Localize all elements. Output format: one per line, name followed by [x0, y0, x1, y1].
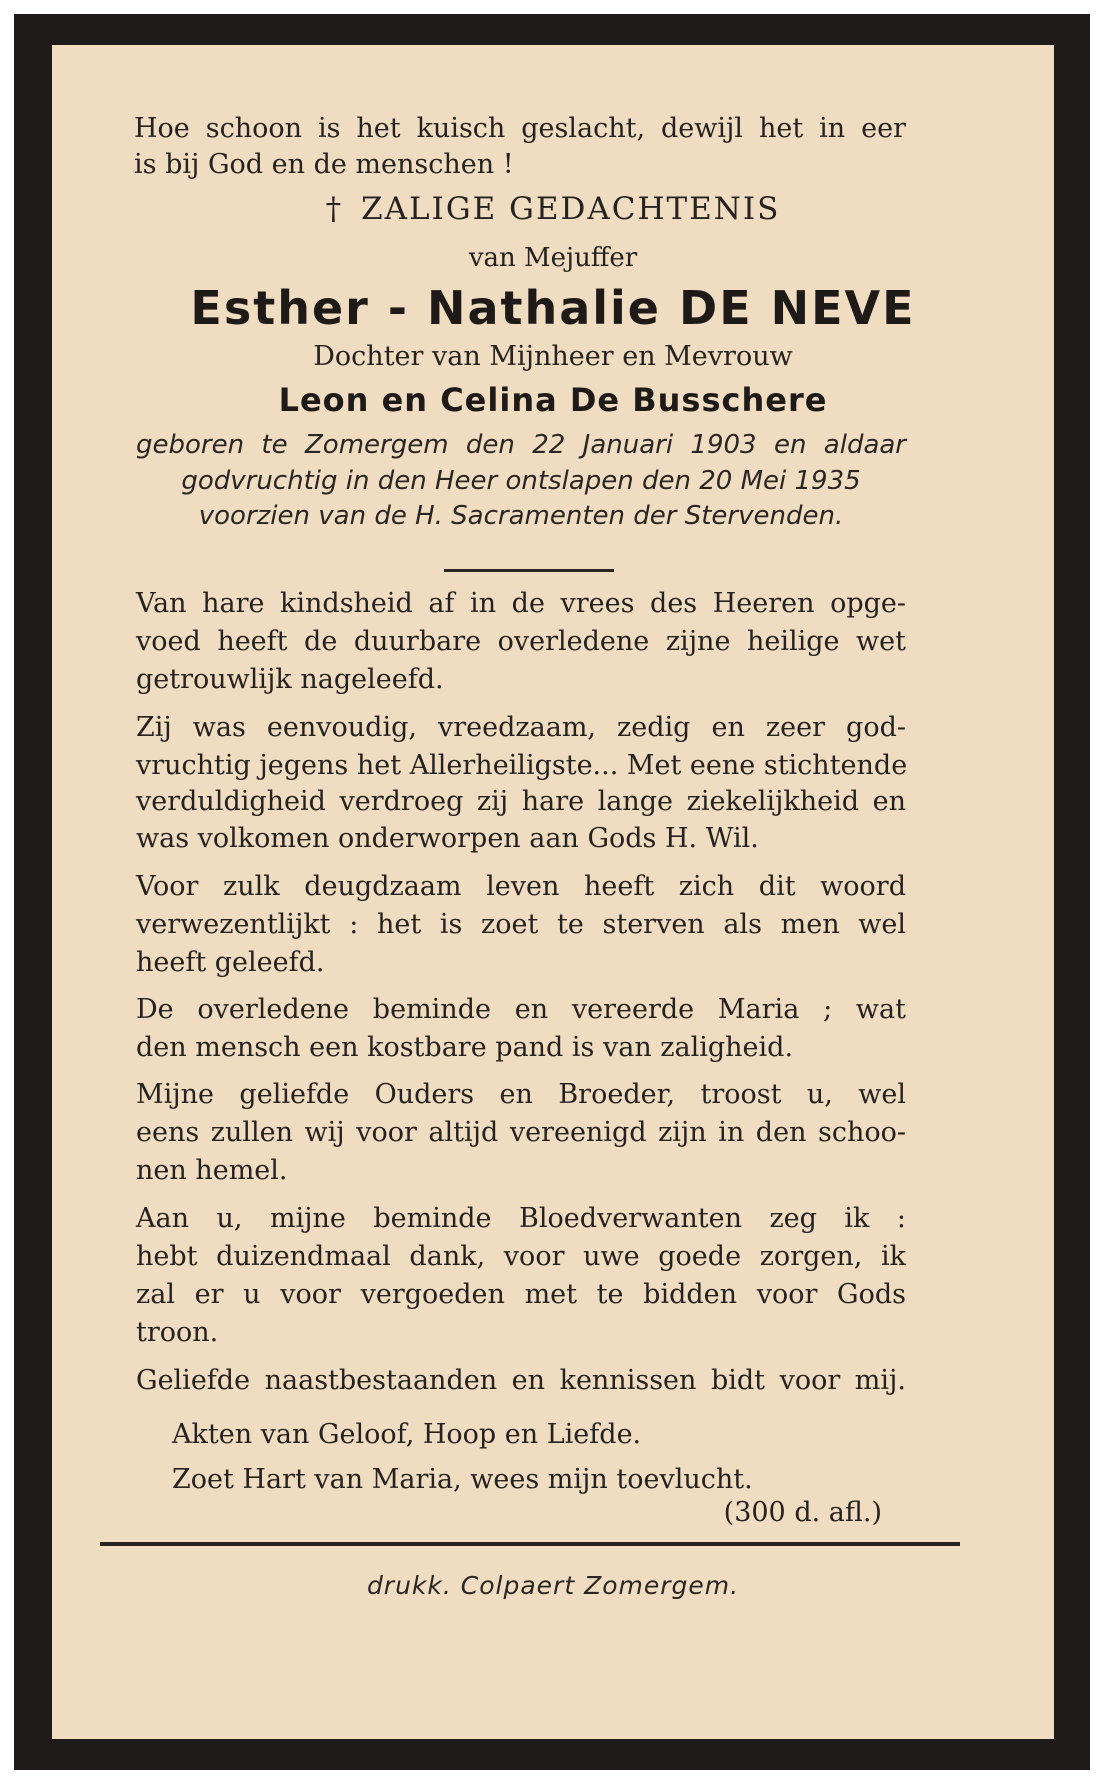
card-inner-panel — [52, 45, 1054, 1739]
paragraph-3-line-3: heeft geleefd. — [136, 947, 325, 978]
prayer-line-2: Zoet Hart van Maria, wees mijn toevlucht. — [172, 1464, 753, 1495]
paragraph-6-line-1: Aan u, mijne beminde Bloedverwanten zeg ik : — [136, 1203, 906, 1234]
parents-names: Leon en Celina De Busschere — [278, 381, 828, 419]
cross-icon: † — [325, 191, 344, 227]
daughter-of: Dochter van Mijnheer en Mevrouw — [313, 341, 793, 372]
bottom-divider — [100, 1542, 960, 1546]
dates-line-1: geboren te Zomergem den 22 Januari 1903 en aldaar — [136, 430, 906, 460]
paragraph-3-line-2: verwezentlijkt : het is zoet te sterven als men wel — [136, 909, 906, 940]
intro-line-1: Hoe schoon is het kuisch geslacht, dewijl het in eer — [134, 113, 906, 144]
paragraph-5-line-3: nen hemel. — [136, 1155, 288, 1186]
paragraph-6-line-4: troon. — [136, 1317, 219, 1348]
paragraph-3-line-1: Voor zulk deugdzaam leven heeft zich dit woord — [136, 871, 906, 902]
deceased-name: Esther - Nathalie DE NEVE — [190, 281, 916, 335]
dates-line-2: godvruchtig in den Heer ontslapen den 20 Mei 1935 — [181, 466, 861, 496]
paragraph-2-line-3: verduldigheid verdroeg zij hare lange ziekelijkheid en — [136, 786, 906, 817]
paragraph-1-line-1: Van hare kindsheid af in de vrees des Heeren opge- — [136, 588, 906, 619]
paragraph-7-line-1: Geliefde naastbestaanden en kennissen bidt voor mij. — [136, 1365, 906, 1396]
paragraph-2-line-1: Zij was eenvoudig, vreedzaam, zedig en zeer god- — [136, 712, 906, 743]
paragraph-5-line-1: Mijne geliefde Ouders en Broeder, troost u, wel — [136, 1079, 906, 1110]
paragraph-1-line-2: voed heeft de duurbare overledene zijne heilige wet — [136, 626, 906, 657]
dates-line-3: voorzien van de H. Sacramenten der Stervenden. — [198, 501, 844, 531]
printer-credit: drukk. Colpaert Zomergem. — [366, 1571, 740, 1600]
intro-line-2: is bij God en de menschen ! — [134, 149, 514, 180]
paragraph-1-line-3: getrouwlijk nageleefd. — [136, 664, 444, 695]
paragraph-4-line-1: De overledene beminde en vereerde Maria ; wat — [136, 994, 906, 1025]
prayer-line-1: Akten van Geloof, Hoop en Liefde. — [172, 1419, 642, 1450]
short-divider — [444, 569, 614, 572]
heading-row — [52, 191, 1054, 227]
memorial-card — [14, 14, 1090, 1770]
heading-title: ZALIGE GEDACHTENIS — [361, 191, 781, 227]
van-mejuffer: van Mejuffer — [468, 243, 638, 273]
paragraph-2-line-2: vruchtig jegens het Allerheiligste... Met eene stichtende — [136, 750, 908, 781]
indulgence-note: (300 d. afl.) — [723, 1497, 882, 1528]
paragraph-6-line-3: zal er u voor vergoeden met te bidden voor Gods — [136, 1279, 906, 1310]
paragraph-5-line-2: eens zullen wij voor altijd vereenigd zijn in den schoo- — [136, 1117, 906, 1148]
paragraph-4-line-2: den mensch een kostbare pand is van zaligheid. — [136, 1032, 794, 1063]
paragraph-2-line-4: was volkomen onderworpen aan Gods H. Wil. — [136, 823, 759, 854]
paragraph-6-line-2: hebt duizendmaal dank, voor uwe goede zorgen, ik — [136, 1241, 906, 1272]
